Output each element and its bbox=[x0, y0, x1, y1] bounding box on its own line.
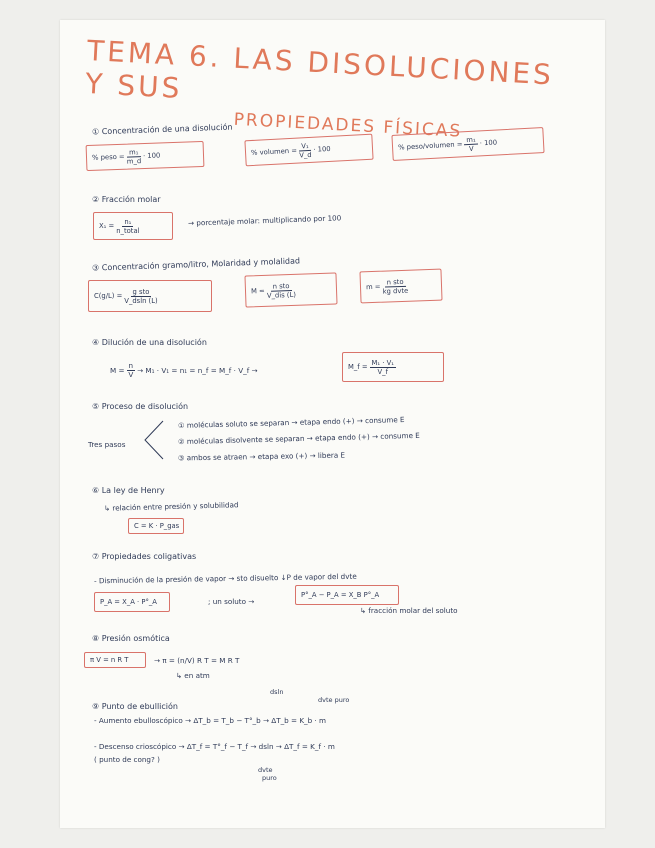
s1-f3-den: V bbox=[468, 144, 474, 153]
brace-icon bbox=[143, 419, 165, 461]
s2-box-fraccion bbox=[93, 212, 173, 240]
s9-annotation-puro: puro bbox=[262, 774, 277, 782]
s5-label: Tres pasos bbox=[88, 440, 126, 449]
s3-box-molaridad bbox=[244, 272, 337, 307]
s2-f-den: n_total bbox=[116, 226, 140, 235]
s6-box-henry: C = K · P_gas bbox=[128, 518, 184, 534]
s5-step-1: ① moléculas soluto se separan → etapa endo (+) → consume E bbox=[177, 415, 405, 430]
s4-eq-den: V bbox=[128, 370, 134, 379]
s9-annotation-dsln: dsln bbox=[270, 688, 284, 696]
s8-note: ↳ en atm bbox=[176, 671, 210, 680]
s5-step-3: ③ ambos se atraen → etapa exo (+) → libera E bbox=[177, 450, 346, 463]
s7-mid: ; un soluto → bbox=[208, 597, 255, 606]
s6-heading: ⑥ La ley de Henry bbox=[92, 486, 165, 495]
s1-f1-den: m_d bbox=[126, 156, 142, 166]
s7-heading: ⑦ Propiedades coligativas bbox=[92, 552, 197, 561]
s3-heading: ③ Concentración gramo/litro, Molaridad y molalidad bbox=[91, 256, 301, 273]
s4-heading: ④ Dilución de una disolución bbox=[92, 338, 207, 347]
s3-f2-lhs: M = bbox=[250, 286, 265, 296]
s7-note: ↳ fracción molar del soluto bbox=[360, 606, 458, 615]
s9-annotation-dvte: dvte bbox=[258, 766, 273, 774]
s3-f3-num: n sto bbox=[385, 277, 406, 287]
s7-box-descenso: P°_A − P_A = X_B P°_A bbox=[295, 585, 399, 605]
s3-box-molalidad bbox=[359, 269, 442, 304]
s1-f3-tail: · 100 bbox=[479, 138, 498, 148]
s8-box-osmotica: π V = n R T bbox=[84, 652, 146, 668]
title-line-1: TEMA 6. LAS DISOLUCIONES Y SUS bbox=[84, 34, 555, 105]
s9-annotation-dvte-puro: dvte puro bbox=[318, 696, 350, 704]
s7-box-raoult: P_A = X_A · P°_A bbox=[94, 592, 170, 612]
s8-equation: → π = (n/V) R T = M R T bbox=[154, 656, 240, 665]
s9-heading: ⑨ Punto de ebullición bbox=[92, 702, 178, 711]
s4-box-den: V_f bbox=[377, 367, 388, 376]
s1-f1-num: m₁ bbox=[127, 148, 141, 157]
s3-f1-lhs: C(g/L) = bbox=[94, 292, 123, 300]
s3-f3-lhs: m = bbox=[365, 282, 381, 292]
s2-note: → porcentaje molar: multiplicando por 100 bbox=[187, 213, 342, 228]
s3-f1-den: V_dsln (L) bbox=[124, 296, 158, 305]
s9-line-2: - Descenso crioscópico → ΔT_f = T°_f − T_f → dsln → ΔT_f = K_f · m bbox=[94, 742, 335, 751]
s2-f-lhs: X₁ = bbox=[99, 222, 115, 230]
title-line-2: PROPIEDADES FÍSICAS bbox=[233, 109, 463, 142]
s1-heading: ① Concentración de una disolución bbox=[91, 122, 233, 137]
s1-f3-num: m₁ bbox=[464, 135, 478, 145]
s9-line-1: - Aumento ebulloscópico → ΔT_b = T_b − T°_b → ΔT_b = K_b · m bbox=[94, 716, 327, 725]
s5-step-2: ② moléculas disolvente se separan → etapa endo (+) → consume E bbox=[177, 430, 420, 447]
s3-box-gl bbox=[88, 280, 212, 312]
s3-f2-den: V_dis (L) bbox=[266, 290, 297, 300]
s4-box-lhs: M_f = bbox=[348, 363, 368, 371]
s4-box-num: M₁ · V₁ bbox=[371, 358, 394, 367]
s6-note: ↳ relación entre presión y solubilidad bbox=[103, 500, 239, 513]
s4-eq-num: n bbox=[128, 361, 134, 370]
s1-f3-lhs: % peso/volumen = bbox=[397, 140, 463, 152]
s7-line-1: - Disminución de la presión de vapor → sto disuelto ↓P de vapor del dvte bbox=[93, 571, 357, 586]
s1-box-peso bbox=[86, 141, 205, 171]
s4-eq-start: M = bbox=[110, 366, 125, 375]
s1-f2-lhs: % volumen = bbox=[250, 146, 298, 158]
s1-f2-tail: · 100 bbox=[313, 144, 331, 154]
s1-f2-den: V_d bbox=[299, 150, 312, 160]
s4-equation bbox=[110, 362, 258, 379]
s1-f1-tail: · 100 bbox=[142, 151, 161, 161]
s1-f2-num: V₁ bbox=[299, 141, 311, 151]
s5-heading: ⑤ Proceso de disolución bbox=[92, 402, 189, 411]
s9-line-2b: ( punto de cong? ) bbox=[94, 755, 160, 764]
s2-f-num: n₁ bbox=[124, 217, 132, 226]
s8-heading: ⑧ Presión osmótica bbox=[92, 634, 170, 643]
s3-f3-den: kg dvte bbox=[382, 286, 409, 296]
s3-f2-num: n sto bbox=[271, 281, 292, 291]
s4-box-dilucion bbox=[342, 352, 444, 382]
s4-eq-mid: → M₁ · V₁ = n₁ = n_f = M_f · V_f → bbox=[137, 366, 258, 375]
s1-f1-lhs: % peso = bbox=[91, 152, 125, 162]
s3-f1-num: g sto bbox=[132, 287, 150, 296]
s2-heading: ② Fracción molar bbox=[92, 195, 161, 204]
